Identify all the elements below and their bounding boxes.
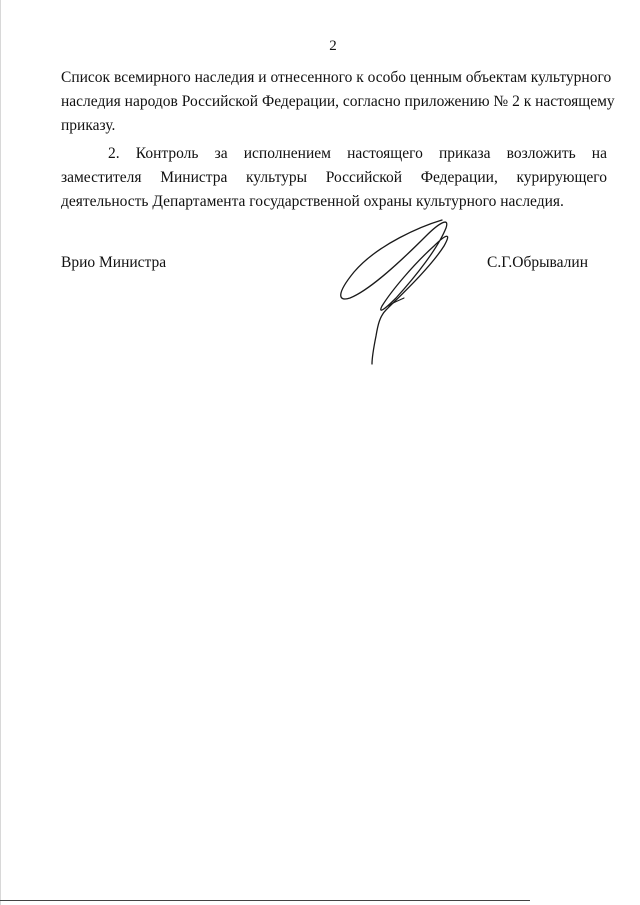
paragraph-1-line: Список всемирного наследия и отнесенного к особо ценным объектам культурного [61, 69, 612, 86]
paragraph-2 [61, 142, 607, 214]
scan-bottom-rule [0, 900, 530, 901]
signatory-name: С.Г.Обрывалин [487, 254, 588, 271]
paragraph-1-line: приказу. [61, 117, 116, 134]
page-number: 2 [329, 38, 337, 54]
signatory-role: Врио Министра [61, 254, 167, 271]
signature-icon [330, 206, 460, 366]
paragraph-1 [61, 66, 615, 138]
paragraph-1-line: наследия народов Российской Федерации, согласно приложению № 2 к настоящему [61, 93, 615, 110]
paragraph-2-line: заместителя Министра культуры Российской Федерации, курирующего [61, 169, 607, 186]
paragraph-2-line: деятельность Департамента государственной охраны культурного наследия. [61, 193, 564, 210]
paragraph-2-line: 2. Контроль за исполнением настоящего приказа возложить на [108, 145, 607, 162]
scan-edge [0, 0, 1, 905]
